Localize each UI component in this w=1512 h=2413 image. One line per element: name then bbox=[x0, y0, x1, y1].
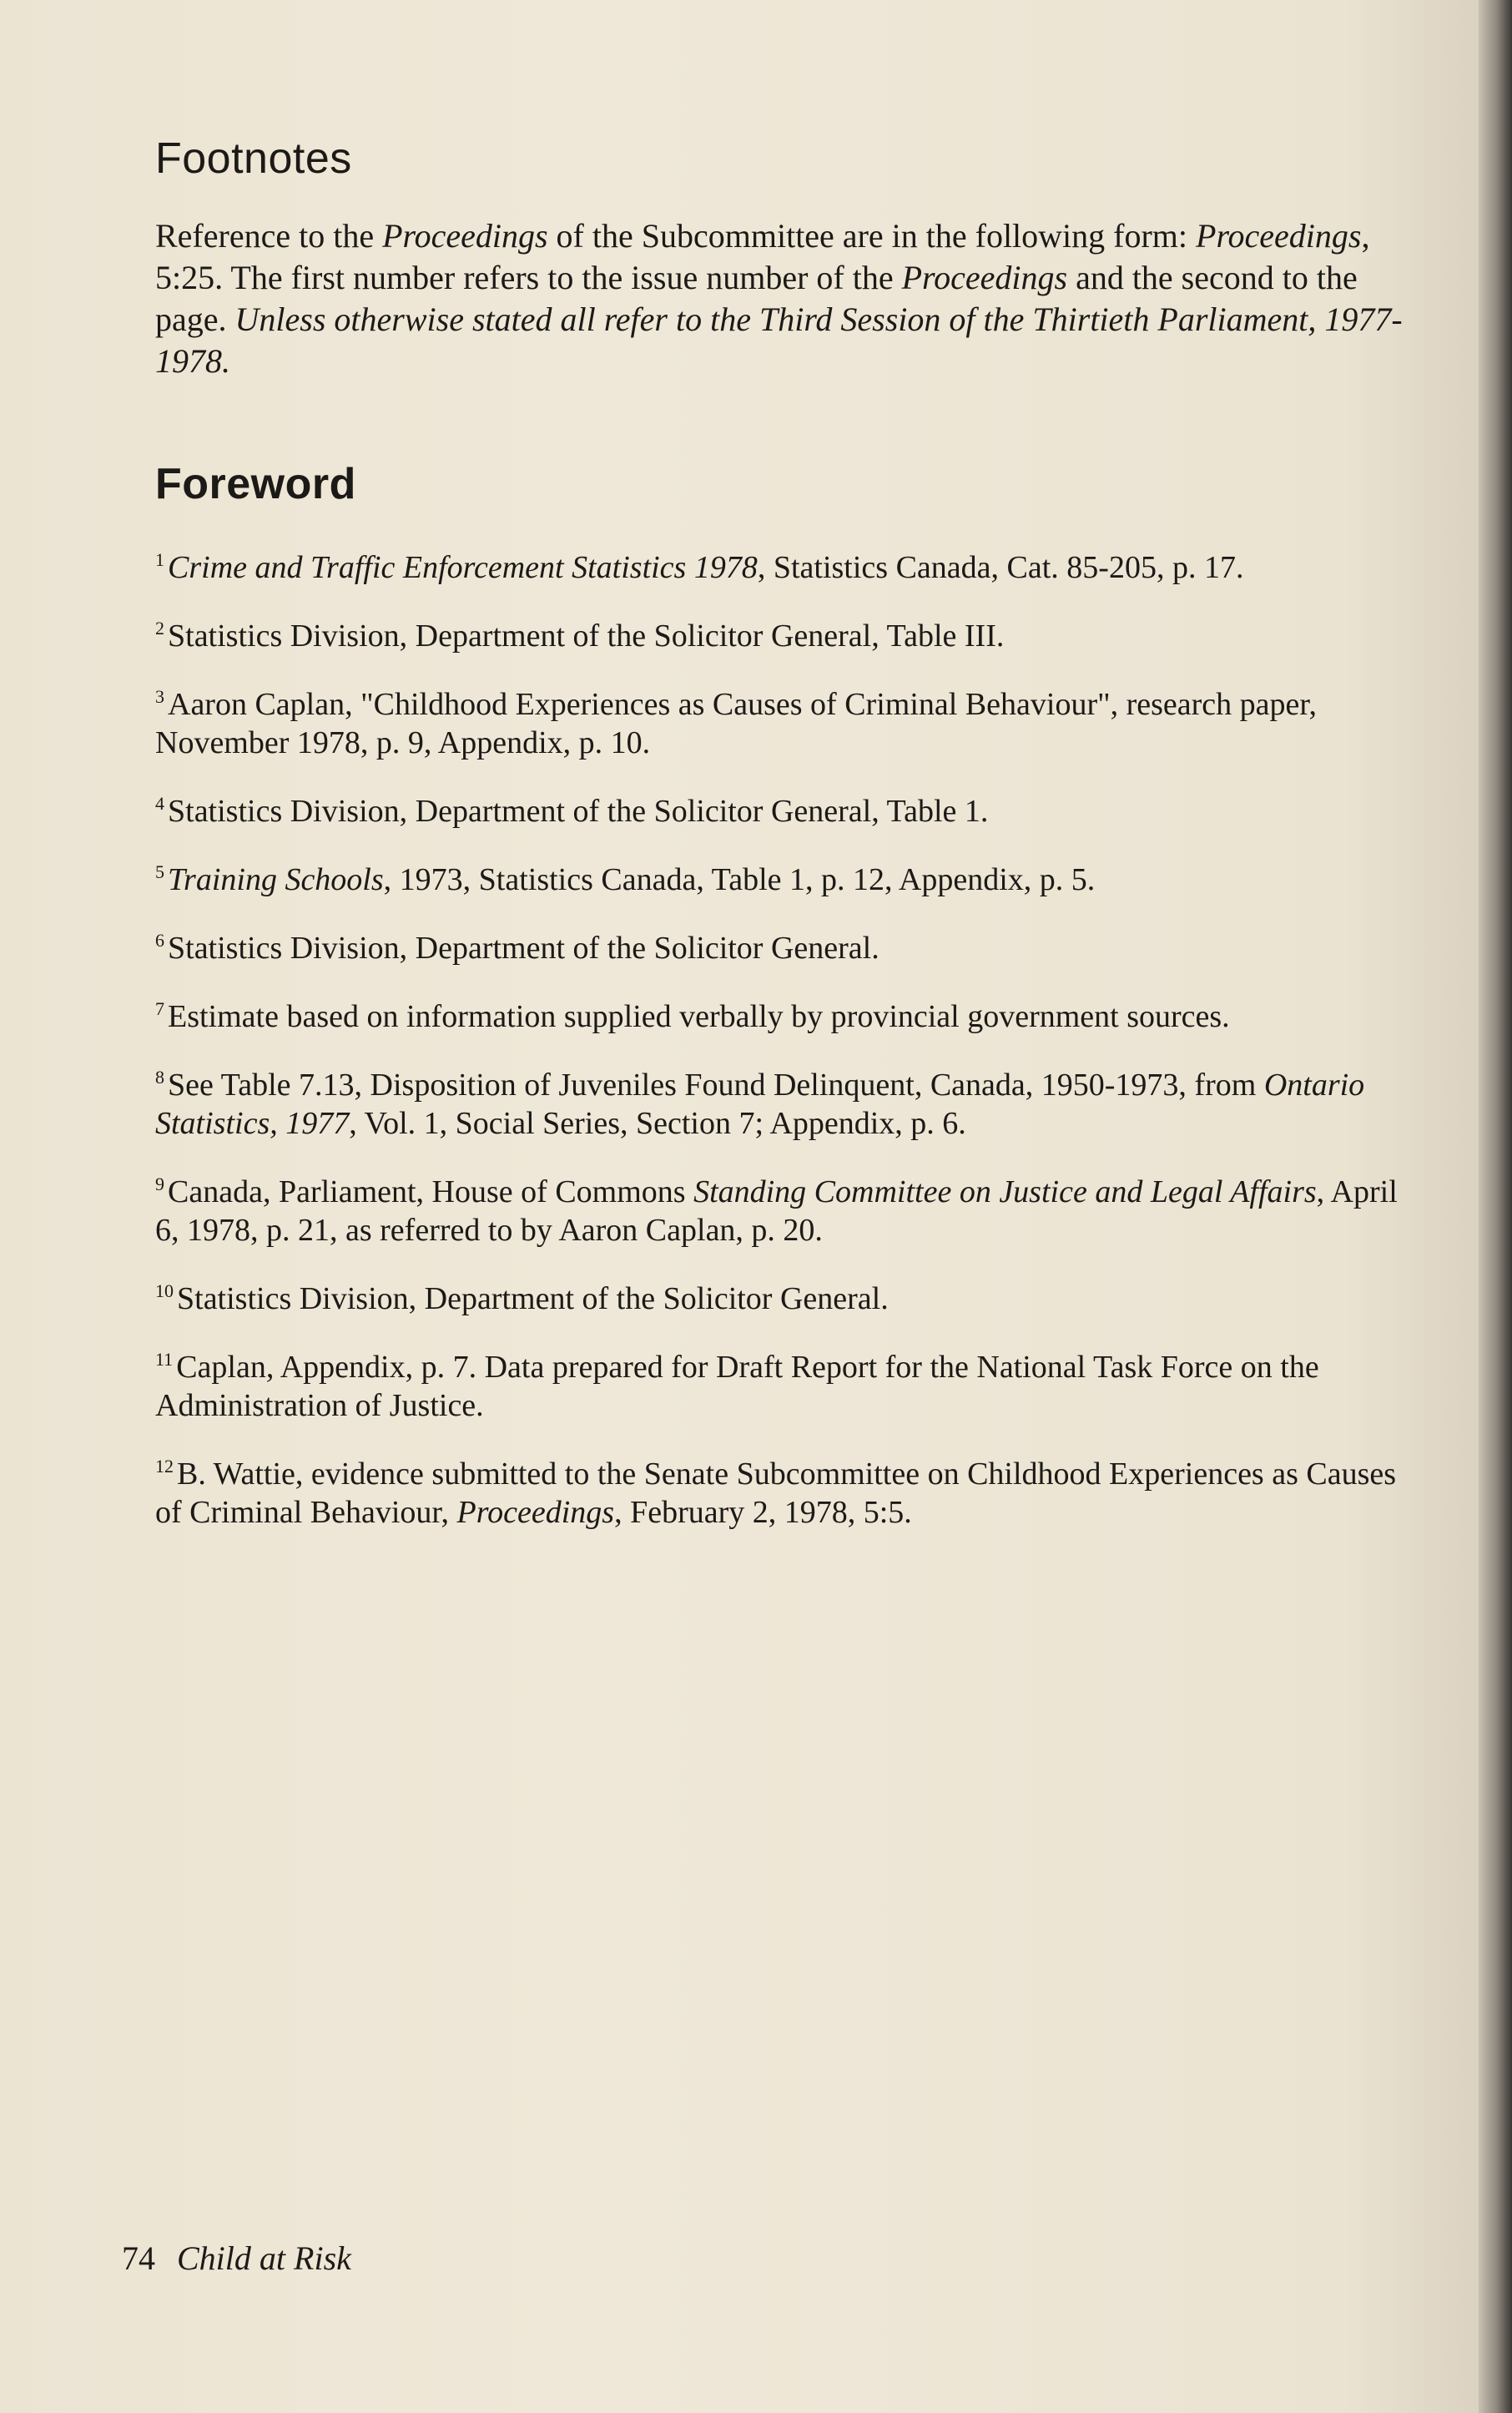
footnote-11 bbox=[155, 1340, 1415, 1425]
footnote-text: Statistics Division, Department of the Solicitor General. bbox=[177, 1281, 889, 1316]
footnote-9 bbox=[155, 1165, 1415, 1249]
footnote-3 bbox=[155, 678, 1415, 762]
intro-text: and the second to the page. bbox=[155, 259, 1358, 338]
footnote-5 bbox=[155, 853, 1415, 899]
footnote-text: , April 6, 1978, p. 21, as referred to by Aaron Caplan, p. 20. bbox=[155, 1174, 1398, 1248]
page-number: 74 bbox=[122, 2239, 155, 2277]
footnote-2 bbox=[155, 609, 1415, 655]
footnote-text: , 1973, Statistics Canada, Table 1, p. 12, Appendix, p. 5. bbox=[383, 862, 1096, 897]
footnote-number: 6 bbox=[155, 930, 164, 951]
intro-text: Reference to the bbox=[155, 217, 383, 255]
footnote-text: Estimate based on information supplied verbally by provincial government sources. bbox=[168, 999, 1230, 1034]
footnote-italic: Training Schools bbox=[168, 862, 384, 897]
footnote-number: 4 bbox=[155, 793, 164, 814]
footnote-italic: Proceedings bbox=[456, 1495, 615, 1530]
intro-italic: Proceedings bbox=[382, 217, 548, 255]
footnote-text: See Table 7.13, Disposition of Juveniles Found Delinquent, Canada, 1950-1973, from bbox=[168, 1068, 1264, 1103]
footnote-number: 12 bbox=[155, 1456, 174, 1477]
footnote-text: Statistics Division, Department of the Solicitor General, Table 1. bbox=[168, 794, 989, 829]
footnote-italic: Crime and Traffic Enforcement Statistics 1978 bbox=[168, 550, 758, 585]
footnote-number: 10 bbox=[155, 1280, 174, 1301]
footnote-text: B. Wattie, evidence submitted to the Senate Subcommittee on Childhood Experiences as Causes of Criminal Behaviour, bbox=[155, 1456, 1397, 1530]
intro-italic: Proceedings bbox=[901, 259, 1068, 296]
running-title: Child at Risk bbox=[177, 2239, 351, 2277]
footnote-number: 1 bbox=[155, 549, 164, 570]
footnote-8 bbox=[155, 1058, 1415, 1143]
footnote-italic: Standing Committee on Justice and Legal Affairs bbox=[693, 1174, 1317, 1209]
footnote-number: 11 bbox=[155, 1349, 174, 1370]
footnote-text: Caplan, Appendix, p. 7. Data prepared for Draft Report for the National Task Force on the Administration of Justice. bbox=[155, 1350, 1319, 1423]
footnote-number: 3 bbox=[155, 686, 164, 707]
intro-italic: Unless otherwise stated all refer to the Third Session of the Thirtieth Parliament, 1977-1978. bbox=[155, 300, 1403, 380]
intro-text: of the Subcommittee are in the following form: bbox=[547, 217, 1197, 255]
footnote-4 bbox=[155, 785, 1415, 830]
footnote-6 bbox=[155, 921, 1415, 967]
footnote-12 bbox=[155, 1447, 1415, 1532]
footnote-text: Aaron Caplan, "Childhood Experiences as Causes of Criminal Behaviour", research paper, November 1978, p. 9, Appendix, p. 10. bbox=[155, 687, 1318, 760]
footnote-number: 7 bbox=[155, 998, 164, 1019]
footnotes-heading: Footnotes bbox=[155, 134, 352, 183]
footnote-text: Statistics Division, Department of the Solicitor General. bbox=[168, 931, 879, 966]
intro-italic: Proceedings bbox=[1196, 217, 1362, 255]
page-content bbox=[155, 134, 1415, 1554]
footnote-italic: Ontario Statistics, 1977 bbox=[155, 1068, 1365, 1141]
footnote-text: Statistics Division, Department of the Solicitor General, Table III. bbox=[168, 618, 1005, 654]
footnote-text: , Statistics Canada, Cat. 85-205, p. 17. bbox=[757, 550, 1244, 585]
footnote-text: Canada, Parliament, House of Commons bbox=[168, 1174, 694, 1209]
footnote-number: 9 bbox=[155, 1174, 164, 1194]
footnote-list bbox=[155, 541, 1415, 1532]
footnote-number: 5 bbox=[155, 861, 164, 882]
footnotes-intro bbox=[155, 215, 1415, 382]
footnote-number: 2 bbox=[155, 618, 164, 639]
intro-text: , 5:25. The first number refers to the issue number of the bbox=[155, 217, 1370, 296]
book-spine-shadow bbox=[1479, 0, 1512, 2413]
footnote-10 bbox=[155, 1272, 1415, 1318]
footnote-7 bbox=[155, 990, 1415, 1036]
page-footer bbox=[122, 2239, 351, 2278]
foreword-heading: Foreword bbox=[155, 460, 356, 508]
footnote-number: 8 bbox=[155, 1067, 164, 1088]
footnote-text: , Vol. 1, Social Series, Section 7; Appendix, p. 6. bbox=[349, 1106, 966, 1141]
footnote-1 bbox=[155, 541, 1415, 587]
footnote-text: , February 2, 1978, 5:5. bbox=[614, 1495, 912, 1530]
